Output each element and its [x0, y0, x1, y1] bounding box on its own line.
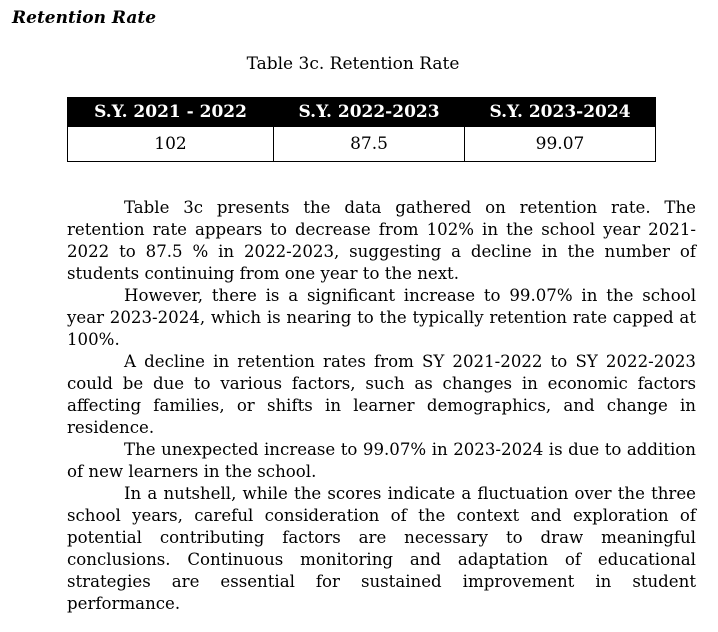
section-heading: Retention Rate [12, 8, 157, 28]
paragraph-intro: Table 3c presents the data gathered on retention rate. The retention rate appears to decrease from 102% in the school year 2021-2022 to 87.5 % in 2022-2023, suggesting a decline in the number of students continuing from one year to the next. [67, 198, 696, 283]
retention-rate-table [67, 97, 656, 162]
table-caption: Table 3c. Retention Rate [246, 54, 460, 74]
paragraph-increase: However, there is a significant increase to 99.07% in the school year 2023-2024, which is nearing to the typically retention rate capped at 100%. [67, 286, 696, 349]
value-sy-2021-2022: 102 [68, 127, 274, 162]
header-sy-2023-2024: S.Y. 2023-2024 [465, 98, 656, 127]
value-sy-2022-2023: 87.5 [274, 127, 465, 162]
paragraph-decline-factors: A decline in retention rates from SY 2021-2022 to SY 2022-2023 could be due to various factors, such as changes in economic factors affecting families, or shifts in learner demographics, and change in residence. [67, 352, 696, 437]
paragraph-new-learners: The unexpected increase to 99.07% in 2023-2024 is due to addition of new learners in the school. [67, 440, 696, 481]
header-sy-2022-2023: S.Y. 2022-2023 [274, 98, 465, 127]
table-row [68, 127, 656, 162]
body-text [67, 197, 696, 615]
header-sy-2021-2022: S.Y. 2021 - 2022 [68, 98, 274, 127]
table-header-row [68, 98, 656, 127]
paragraph-conclusion: In a nutshell, while the scores indicate a fluctuation over the three school years, careful consideration of the context and exploration of potential contributing factors are necessary to draw meaningful conclusions. Continuous monitoring and adaptation of educational strategies are essential for sustained improvement in student performance. [67, 484, 696, 613]
value-sy-2023-2024: 99.07 [465, 127, 656, 162]
